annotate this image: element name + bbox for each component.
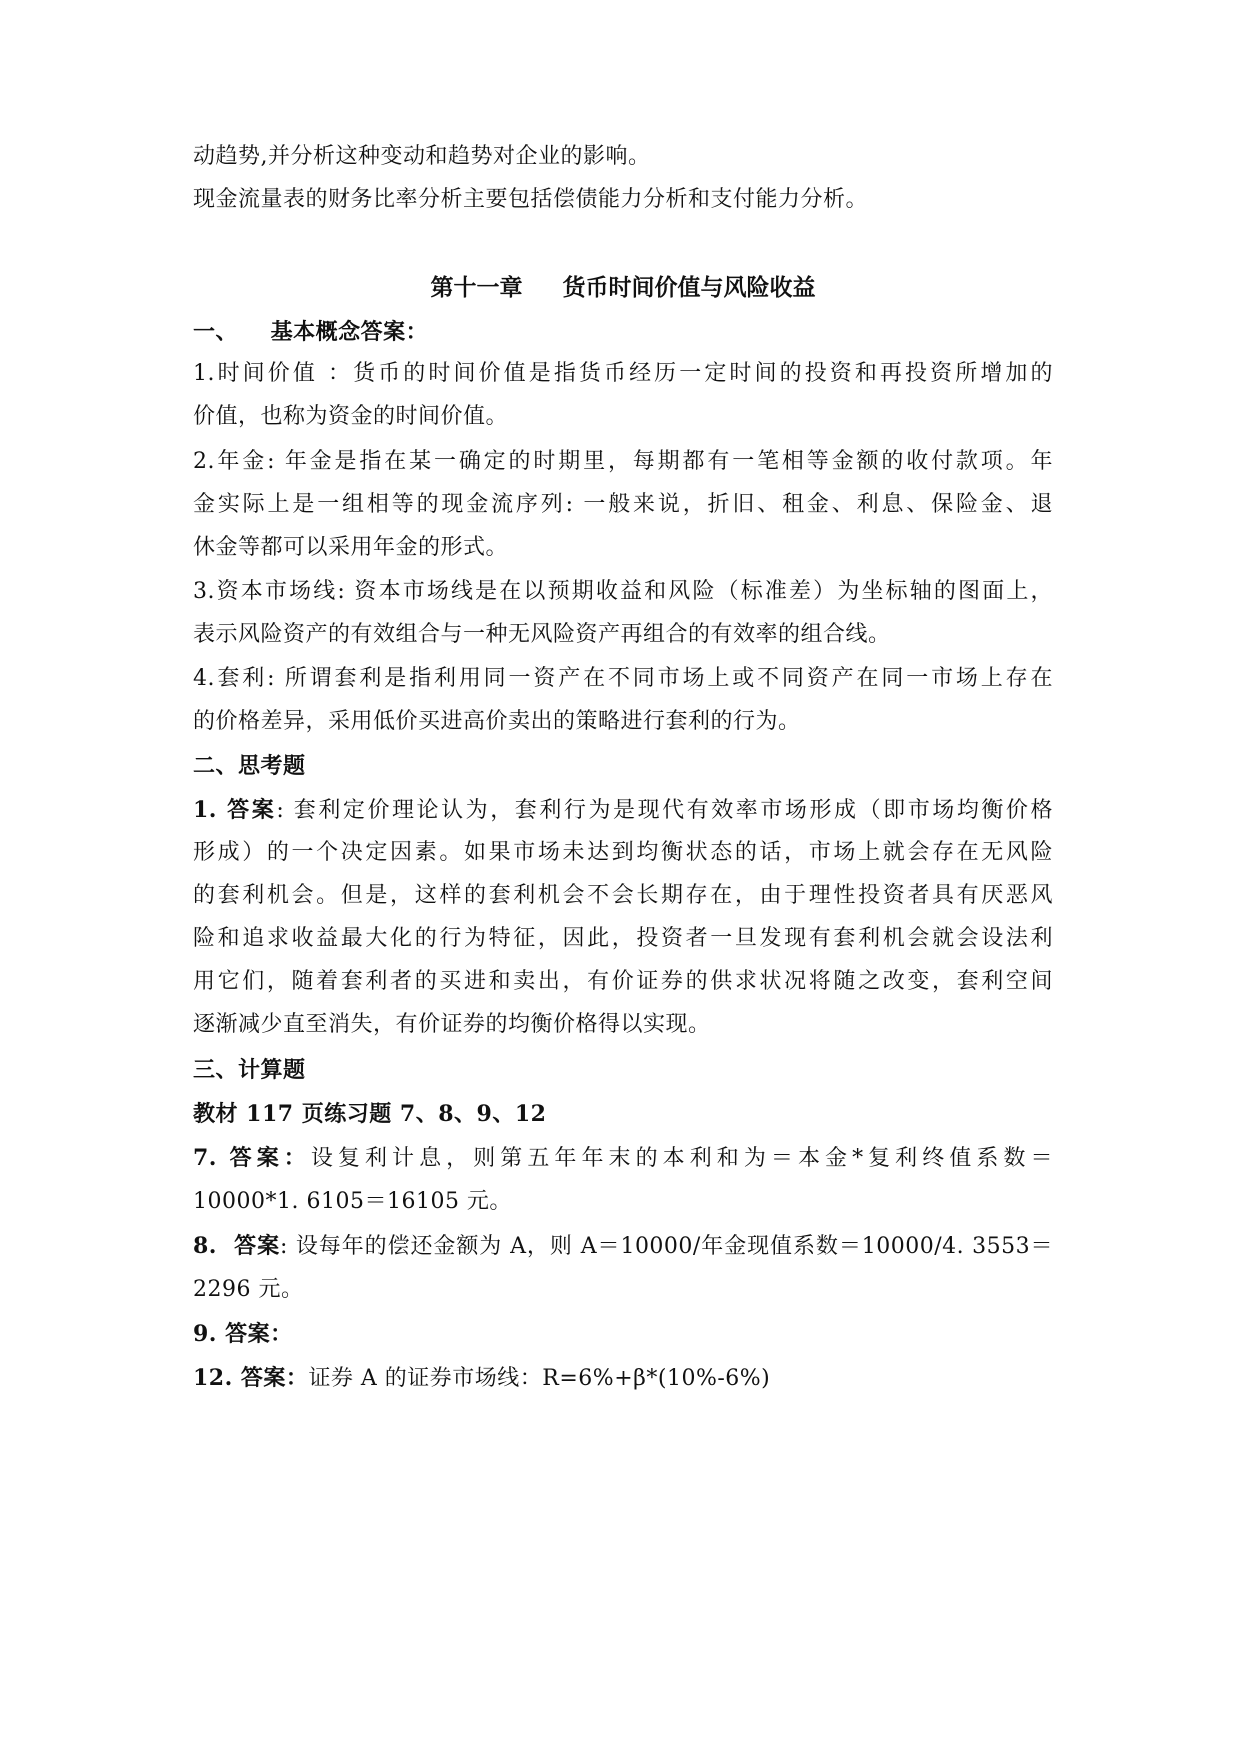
- concept-item-3-text: 资本市场线: 资本市场线是在以预期收益和风险（标准差）为坐标轴的图面上，: [215, 579, 1053, 604]
- calc-answer-7-line-1: [193, 1143, 1053, 1174]
- concept-item-3-number: 3.: [193, 579, 215, 604]
- textbook-exercises: 教材 117 页练习题 7、8、9、12: [193, 1101, 547, 1127]
- question-answer-1-line-4: 险和追求收益最大化的行为特征，因此，投资者一旦发现有套利机会就会设法利: [193, 926, 1053, 951]
- concept-item-4-number: 4.: [193, 666, 215, 691]
- question-answer-1-label: 1. 答案: [193, 797, 277, 823]
- concept-item-4-text: 套利: 所谓套利是指利用同一资产在不同市场上或不同资产在同一市场上存在: [215, 666, 1053, 691]
- calc-answer-12-label: 12. 答案：: [193, 1365, 309, 1391]
- concept-item-4-line-1: [193, 664, 1053, 694]
- calc-answer-12-text: 证券 A 的证券市场线：R=6%+β*(10%-6%): [308, 1366, 771, 1391]
- question-answer-1-line-5: 用它们，随着套利者的买进和卖出，有价证券的供求状况将随之改变，套利空间: [193, 969, 1053, 994]
- section-heading-questions: 二、思考题: [193, 753, 306, 779]
- chapter-title: 第十一章 货币时间价值与风险收益: [430, 274, 816, 301]
- concept-item-1-line-2: 价值，也称为资金的时间价值。: [193, 404, 509, 429]
- calc-answer-12-line-1: [193, 1363, 1053, 1394]
- question-answer-1-line-3: 的套利机会。但是，这样的套利机会不会长期存在，由于理性投资者具有厌恶风: [193, 883, 1053, 908]
- concept-item-3-line-1: [193, 577, 1053, 607]
- question-answer-1-text: : 套利定价理论认为，套利行为是现代有效率市场形成（即市场均衡价格: [276, 798, 1053, 823]
- calc-answer-8-text: : 设每年的偿还金额为 A，则 A＝10000/年金现值系数＝10000/4. 3553＝: [280, 1234, 1053, 1259]
- concept-item-2-line-2: 金实际上是一组相等的现金流序列: 一般来说，折旧、租金、利息、保险金、退: [193, 492, 1053, 517]
- question-answer-1-line-1: [193, 795, 1053, 826]
- concept-item-1-number: 1.: [193, 361, 215, 386]
- calc-answer-7-label: 7. 答案：: [193, 1145, 311, 1171]
- concept-item-3-line-2: 表示风险资产的有效组合与一种无风险资产再组合的有效率的组合线。: [193, 622, 891, 647]
- concept-item-1-line-1: [193, 359, 1053, 389]
- concept-item-2-line-3: 休金等都可以采用年金的形式。: [193, 535, 509, 560]
- calc-answer-9-label: 9. 答案：: [193, 1321, 293, 1347]
- concept-item-4-line-2: 的价格差异，采用低价买进高价卖出的策略进行套利的行为。: [193, 709, 801, 734]
- calc-answer-8-line-2: 2296 元。: [193, 1277, 304, 1302]
- concept-item-2-text: 年金: 年金是指在某一确定的时期里，每期都有一笔相等金额的收付款项。年: [215, 449, 1053, 474]
- concept-item-1-text: 时间价值 ：货币的时间价值是指货币经历一定时间的投资和再投资所增加的: [215, 361, 1053, 386]
- concept-item-2-line-1: [193, 447, 1053, 477]
- calc-answer-8-line-1: [193, 1231, 1053, 1262]
- question-answer-1-line-2: 形成）的一个决定因素。如果市场未达到均衡状态的话，市场上就会存在无风险: [193, 840, 1053, 865]
- calc-answer-8-label: 8. 答案: [193, 1233, 280, 1259]
- calc-answer-7-text: 设复利计息，则第五年年末的本利和为＝本金*复利终值系数＝: [310, 1146, 1053, 1171]
- section-heading-basic-concepts: 一、 基本概念答案：: [193, 319, 429, 345]
- intro-line-2: 现金流量表的财务比率分析主要包括偿债能力分析和支付能力分析。: [193, 187, 869, 212]
- calc-answer-7-line-2: 10000*1. 6105＝16105 元。: [193, 1189, 512, 1214]
- intro-line-1: 动趋势,并分析这种变动和趋势对企业的影响。: [193, 144, 651, 169]
- question-answer-1-line-6: 逐渐减少直至消失，有价证券的均衡价格得以实现。: [193, 1012, 711, 1037]
- section-heading-calculations: 三、计算题: [193, 1057, 306, 1083]
- concept-item-2-number: 2.: [193, 449, 215, 474]
